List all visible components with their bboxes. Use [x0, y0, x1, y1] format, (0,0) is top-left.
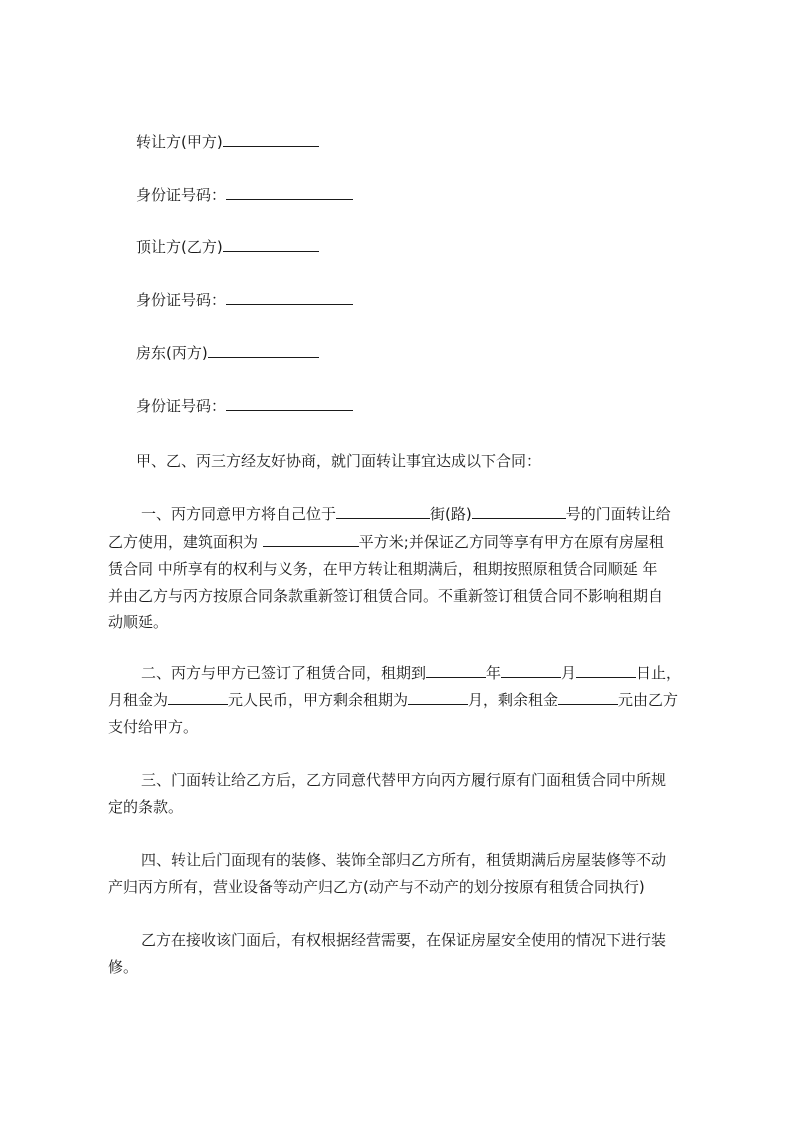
transferee-field	[136, 237, 319, 257]
clause1-line4: 并由乙方与丙方按原合同条款重新签订租赁合同。不重新签订租赁合同不影响租期自	[108, 587, 664, 605]
remaining-rent-blank[interactable]	[558, 690, 618, 705]
transferee-label: 顶让方(乙方)	[136, 238, 223, 256]
clause1-text-c: 号的门面转让给	[565, 505, 671, 523]
month-blank[interactable]	[501, 663, 561, 678]
clause1-line2	[108, 532, 664, 552]
transferee-blank[interactable]	[223, 237, 319, 252]
landlord-field	[136, 343, 319, 363]
rent-blank[interactable]	[168, 690, 228, 705]
clause2-text-b: 年	[486, 664, 502, 682]
clause1-line5: 动顺延。	[108, 613, 169, 631]
clause5-line2: 修。	[108, 958, 139, 976]
transferor-label: 转让方(甲方)	[136, 133, 223, 151]
clause2-text-c: 月	[561, 664, 577, 682]
clause4-line2: 产归丙方所有，营业设备等动产归乙方(动产与不动产的划分按原有租赁合同执行)	[108, 878, 645, 896]
location-blank[interactable]	[336, 504, 430, 519]
clause2-line3: 支付给甲方。	[108, 718, 199, 736]
transferor-field	[136, 132, 319, 152]
day-blank[interactable]	[576, 663, 636, 678]
clause2-text-a: 二、丙方与甲方已签订了租赁合同，租期到	[141, 664, 427, 682]
clause1-line1	[141, 504, 671, 524]
transferee-id-blank[interactable]	[226, 290, 353, 305]
transferee-id-label: 身份证号码：	[136, 291, 227, 309]
clause3-line2: 定的条款。	[108, 798, 184, 816]
remaining-term-blank[interactable]	[408, 690, 468, 705]
clause2-line2	[108, 690, 678, 710]
landlord-id-label: 身份证号码：	[136, 397, 227, 415]
intro-paragraph: 甲、乙、丙三方经友好协商，就门面转让事宜达成以下合同：	[136, 452, 542, 470]
landlord-label: 房东(丙方)	[136, 344, 208, 362]
landlord-id-field	[136, 396, 353, 416]
year-blank[interactable]	[426, 663, 486, 678]
clause2-text-d: 日止，	[636, 664, 682, 682]
transferor-id-label: 身份证号码：	[136, 186, 227, 204]
clause1-text-a: 一、丙方同意甲方将自己位于	[141, 505, 337, 523]
clause1-text-b: 街(路)	[430, 505, 472, 523]
clause1-text-e: 平方米;并保证乙方同等享有甲方在原有房屋租	[358, 533, 664, 551]
area-blank[interactable]	[263, 532, 359, 547]
clause1-line3: 赁合同 中所享有的权利与义务，在甲方转让租期满后，租期按照原租赁合同顺延 年	[108, 560, 658, 578]
clause4-line1: 四、转让后门面现有的装修、装饰全部归乙方所有，租赁期满后房屋装修等不动	[141, 851, 667, 869]
clause3-line1: 三、门面转让给乙方后，乙方同意代替甲方向丙方履行原有门面租赁合同中所规	[141, 771, 667, 789]
transferor-id-blank[interactable]	[226, 185, 353, 200]
transferor-blank[interactable]	[223, 132, 319, 147]
clause2-line1	[141, 663, 681, 683]
clause5-line1: 乙方在接收该门面后，有权根据经营需要，在保证房屋安全使用的情况下进行装	[141, 931, 667, 949]
landlord-blank[interactable]	[208, 343, 319, 358]
clause2-text-h: 元由乙方	[618, 691, 679, 709]
clause2-text-f: 元人民币，甲方剩余租期为	[228, 691, 409, 709]
clause2-text-g: 月，剩余租金	[468, 691, 559, 709]
landlord-id-blank[interactable]	[226, 396, 353, 411]
street-number-blank[interactable]	[472, 504, 566, 519]
clause1-text-d: 乙方使用，建筑面积为	[108, 533, 259, 551]
transferor-id-field	[136, 185, 353, 205]
clause2-text-e: 月租金为	[108, 691, 169, 709]
transferee-id-field	[136, 290, 353, 310]
